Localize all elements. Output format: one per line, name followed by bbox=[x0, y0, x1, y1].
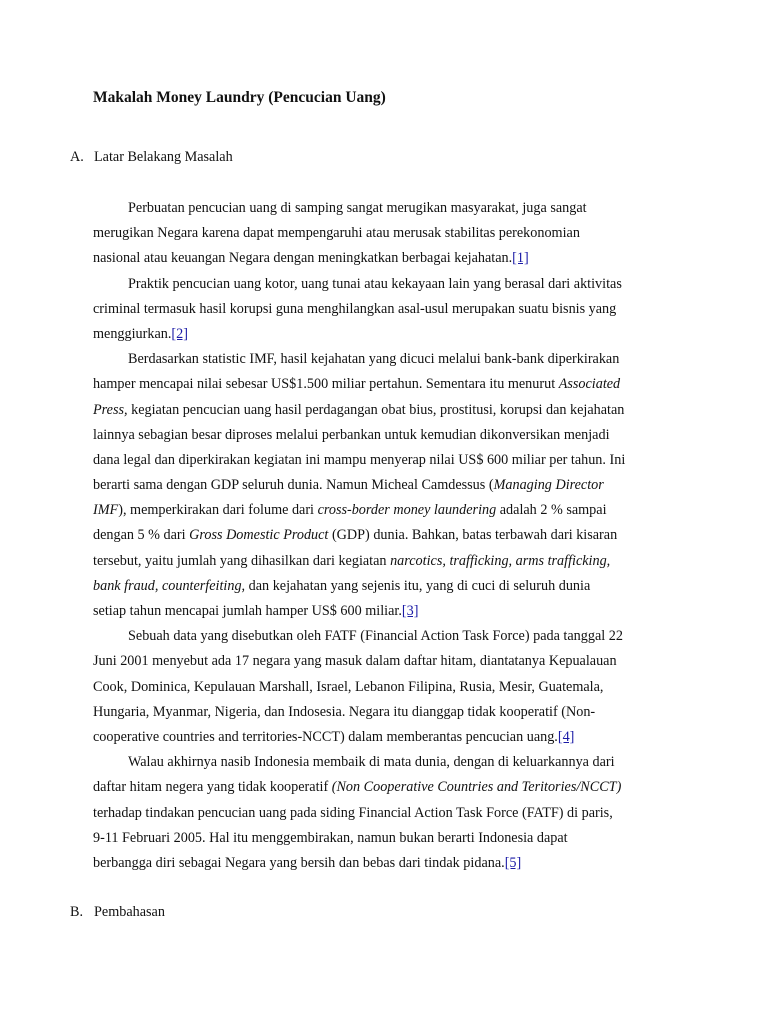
text: cooperative countries and territories-NCCT) dalam memberantas pencucian uang. bbox=[93, 728, 558, 745]
section-number: A. bbox=[70, 149, 84, 165]
text: dengan 5 % dari bbox=[93, 527, 190, 544]
paragraph-line bbox=[93, 196, 683, 221]
section-label: Pembahasan bbox=[94, 904, 165, 920]
section-number: B. bbox=[70, 904, 84, 920]
paragraph-line bbox=[93, 221, 683, 246]
text: nasional atau keuangan Negara dengan meningkatkan berbagai kejahatan. bbox=[93, 250, 513, 267]
paragraph-line bbox=[93, 700, 683, 725]
text: dan kejahatan yang sejenis itu, yang di cuci di seluruh dunia bbox=[245, 577, 591, 594]
text: berbangga diri sebagai Negara yang bersih dan bebas dari tindak pidana. bbox=[93, 854, 505, 871]
text: ), memperkirakan dari folume dari bbox=[118, 502, 318, 519]
text: Juni 2001 menyebut ada 17 negara yang masuk dalam daftar hitam, diantatanya Kepualauan bbox=[93, 653, 617, 670]
body-text bbox=[93, 196, 683, 876]
paragraph-line bbox=[93, 347, 683, 372]
paragraph-line bbox=[93, 750, 683, 775]
text: kegiatan pencucian uang hasil perdagangan obat bius, prostitusi, korupsi dan kejahatan bbox=[127, 401, 625, 418]
italic-text: cross-border money laundering bbox=[317, 502, 497, 519]
paragraph-line bbox=[93, 851, 683, 876]
paragraph-line bbox=[93, 599, 683, 624]
paragraph-line bbox=[93, 675, 683, 700]
italic-text: Press, bbox=[93, 401, 128, 418]
text: criminal termasuk hasil korupsi guna menghilangkan asal-usul merupakan suatu bisnis yang bbox=[93, 300, 617, 317]
text: merugikan Negara karena dapat mempengaruhi atau merusak stabilitas perekonomian bbox=[93, 225, 580, 242]
footnote-link-2[interactable]: [2] bbox=[171, 325, 188, 342]
italic-text: (Non Cooperative Countries and Teritories/NCCT) bbox=[331, 779, 622, 796]
paragraph-line bbox=[93, 801, 683, 826]
italic-text: IMF bbox=[93, 502, 119, 519]
text: terhadap tindakan pencucian uang pada siding Financial Action Task Force (FATF) di paris, bbox=[93, 804, 613, 821]
paragraph-line bbox=[93, 297, 683, 322]
text: hamper mencapai nilai sebesar US$1.500 miliar pertahun. Sementara itu menurut bbox=[93, 376, 559, 393]
paragraph-line bbox=[93, 574, 683, 599]
paragraph-line bbox=[93, 826, 683, 851]
text: dana legal dan diperkirakan kegiatan ini mampu menyerap nilai US$ 600 miliar per tahun. Ini bbox=[93, 451, 626, 468]
text: setiap tahun mencapai jumlah hamper US$ 600 miliar. bbox=[93, 603, 402, 619]
text: Walau akhirnya nasib Indonesia membaik di mata dunia, dengan di keluarkannya dari bbox=[128, 754, 615, 771]
paragraph-line bbox=[93, 498, 683, 523]
section-heading-b bbox=[70, 904, 165, 921]
paragraph-line bbox=[93, 423, 683, 448]
italic-text: narcotics, trafficking, arms trafficking, bbox=[390, 552, 611, 569]
paragraph-line bbox=[93, 523, 683, 548]
text: lainnya sebagian besar diproses melalui perbankan untuk kemudian dikonversikan menjadi bbox=[93, 426, 610, 443]
text: berarti sama dengan GDP seluruh dunia. Namun Micheal Camdessus ( bbox=[93, 477, 494, 494]
footnote-link-3[interactable]: [3] bbox=[401, 603, 419, 619]
section-label: Latar Belakang Masalah bbox=[94, 149, 233, 165]
paragraph-line bbox=[93, 649, 683, 674]
text: adalah 2 % sampai bbox=[496, 502, 607, 519]
text: daftar hitam negera yang tidak kooperatif bbox=[93, 779, 332, 796]
paragraph-line bbox=[93, 448, 683, 473]
paragraph-line bbox=[93, 398, 683, 423]
paragraph-line bbox=[93, 775, 683, 800]
document-title: Makalah Money Laundry (Pencucian Uang) bbox=[93, 89, 386, 106]
paragraph-line bbox=[93, 246, 683, 271]
text: (GDP) dunia. Bahkan, batas terbawah dari kisaran bbox=[328, 527, 618, 544]
text: Praktik pencucian uang kotor, uang tunai atau kekayaan lain yang berasal dari aktivitas bbox=[128, 275, 622, 292]
italic-text: Managing Director bbox=[493, 477, 604, 494]
paragraph-line bbox=[93, 473, 683, 498]
italic-text: bank fraud, counterfeiting, bbox=[93, 577, 246, 594]
footnote-link-4[interactable]: [4] bbox=[557, 728, 575, 745]
paragraph-line bbox=[93, 372, 683, 397]
section-heading-a bbox=[70, 149, 233, 166]
italic-text: Gross Domestic Product bbox=[189, 527, 329, 544]
text: tersebut, yaitu jumlah yang dihasilkan dari kegiatan bbox=[93, 552, 391, 569]
paragraph-line bbox=[93, 549, 683, 574]
paragraph-line bbox=[93, 725, 683, 750]
text: Hungaria, Myanmar, Nigeria, dan Indosesia. Negara itu dianggap tidak kooperatif (Non- bbox=[93, 703, 596, 720]
italic-text: Associated bbox=[558, 376, 621, 393]
text: Sebuah data yang disebutkan oleh FATF (Financial Action Task Force) pada tanggal 22 bbox=[128, 628, 623, 645]
footnote-link-5[interactable]: [5] bbox=[504, 854, 522, 871]
paragraph-line bbox=[93, 272, 683, 297]
text: Perbuatan pencucian uang di samping sangat merugikan masyarakat, juga sangat bbox=[128, 200, 587, 216]
text: Berdasarkan statistic IMF, hasil kejahatan yang dicuci melalui bank-bank diperkirakan bbox=[128, 351, 620, 368]
footnote-link-1[interactable]: [1] bbox=[512, 250, 529, 267]
text: Cook, Dominica, Kepulauan Marshall, Israel, Lebanon Filipina, Rusia, Mesir, Guatemala, bbox=[93, 678, 604, 695]
text: 9-11 Februari 2005. Hal itu menggembirakan, namun bukan berarti Indonesia dapat bbox=[93, 829, 568, 846]
text: menggiurkan. bbox=[93, 325, 172, 342]
paragraph-line bbox=[93, 624, 683, 649]
paragraph-line bbox=[93, 322, 683, 347]
